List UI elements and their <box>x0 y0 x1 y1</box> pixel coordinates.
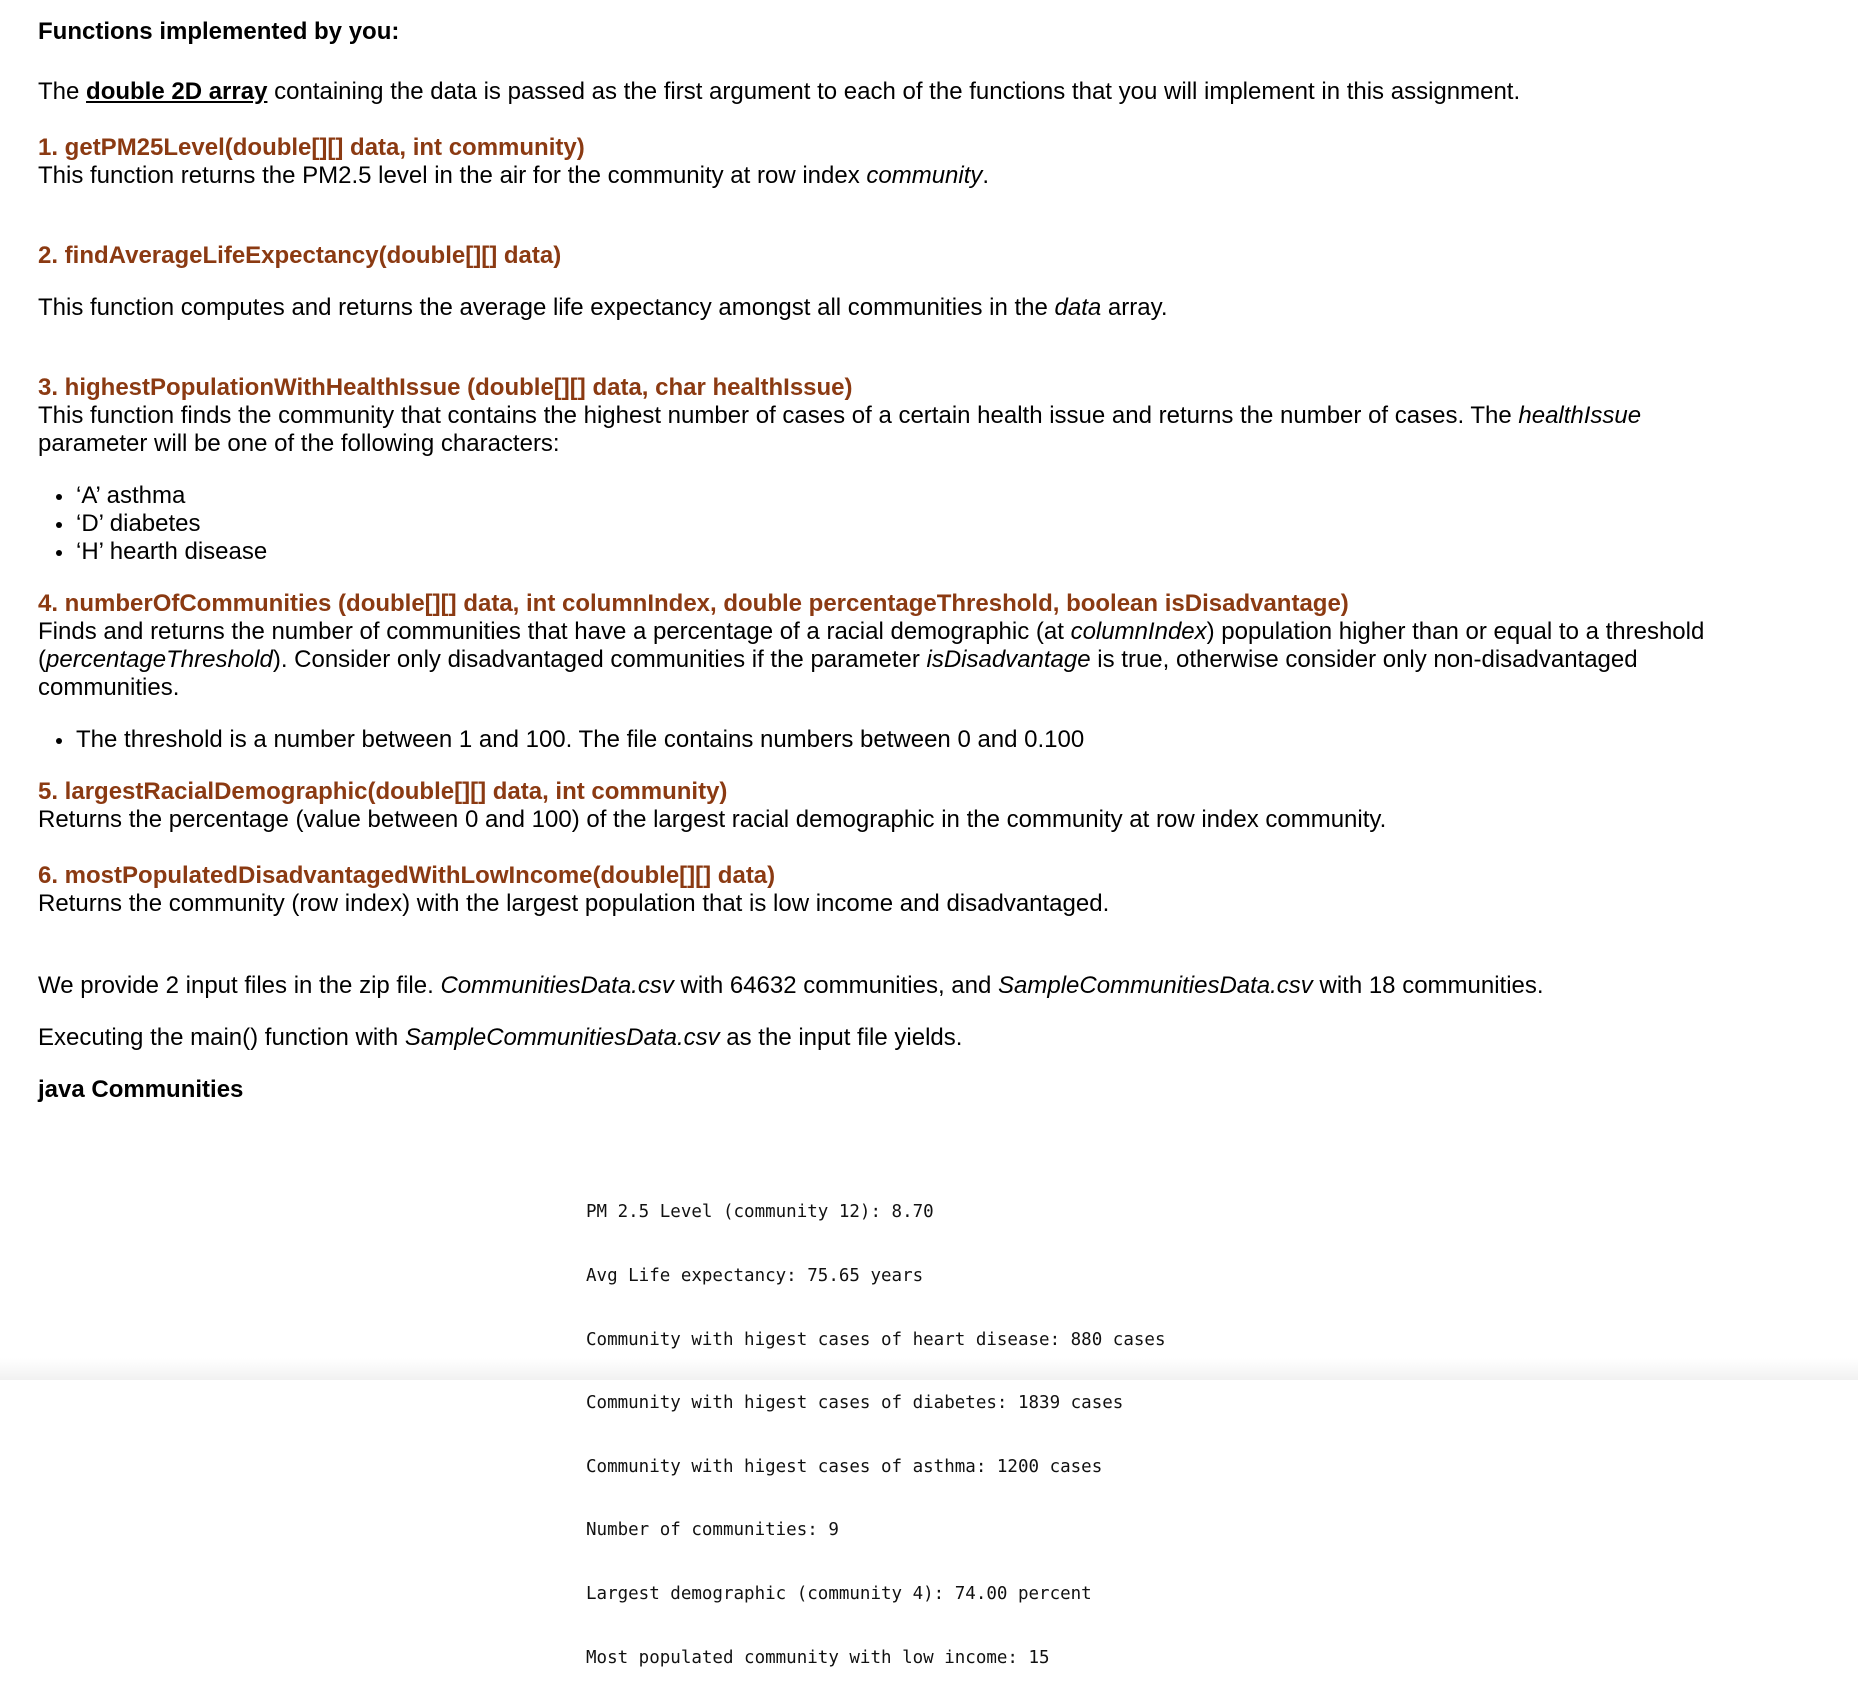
console-line: Community with higest cases of heart disease: 880 cases <box>586 1329 1166 1350</box>
function-4-description-line2 <box>38 646 1638 674</box>
console-line: PM 2.5 Level (community 12): 8.70 <box>586 1202 934 1223</box>
function-4-desc2-em: percentageThreshold <box>46 646 273 673</box>
function-4-desc2-post: is true, otherwise consider only non-disadvantaged <box>1090 646 1638 673</box>
console-line: Community with higest cases of asthma: 1200 cases <box>586 1456 1103 1477</box>
function-4-desc2-pre: ( <box>38 646 46 673</box>
function-3-signature: 3. highestPopulationWithHealthIssue (double[][] data, char healthIssue) <box>38 374 853 401</box>
function-4-desc1-pre: Finds and returns the number of communities that have a percentage of a racial demographic (at <box>38 618 1071 645</box>
executing-paragraph <box>38 1024 962 1052</box>
function-4-description-line1 <box>38 618 1704 646</box>
function-5-signature: 5. largestRacialDemographic(double[][] data, int community) <box>38 778 728 805</box>
function-3-description-line2: parameter will be one of the following characters: <box>38 430 560 457</box>
function-4-desc1-post: ) population higher than or equal to a threshold <box>1206 618 1705 645</box>
function-4-signature: 4. numberOfCommunities (double[][] data, int columnIndex, double percentageThreshold, boolean isDisadvantage) <box>38 590 1349 617</box>
input-files-paragraph <box>38 972 1544 1000</box>
function-4-description-line3: communities. <box>38 674 180 701</box>
function-3-desc-em: healthIssue <box>1518 402 1642 429</box>
function-3-description-line1 <box>38 402 1641 430</box>
intro-pre: The <box>38 78 87 105</box>
function-1-desc-post: . <box>982 162 990 189</box>
page-bottom-edge <box>0 1358 1858 1380</box>
function-4-desc2-mid: ). Consider only disadvantaged communities if the parameter <box>272 646 927 673</box>
executing-post: as the input file yields. <box>719 1024 963 1051</box>
function-2-desc-em: data <box>1054 294 1102 321</box>
executing-file: SampleCommunitiesData.csv <box>404 1024 720 1051</box>
function-2-signature: 2. findAverageLifeExpectancy(double[][] data) <box>38 242 562 269</box>
function-1-description <box>38 162 989 190</box>
intro-paragraph <box>38 78 1520 106</box>
function-4-desc1-em: columnIndex <box>1070 618 1207 645</box>
double-2d-array-link[interactable]: double 2D array <box>86 78 268 105</box>
function-5-description: Returns the percentage (value between 0 and 100) of the largest racial demographic in the community at row index community. <box>38 806 1387 833</box>
console-line: Largest demographic (community 4): 74.00 percent <box>586 1583 1092 1604</box>
health-issue-bullet-heart: ‘H’ hearth disease <box>76 538 268 565</box>
function-6-description: Returns the community (row index) with the largest population that is low income and disadvantaged. <box>38 890 1110 917</box>
console-line: Most populated community with low income: 15 <box>586 1647 1050 1668</box>
function-2-desc-post: array. <box>1101 294 1168 321</box>
file-sample-communities-data: SampleCommunitiesData.csv <box>998 972 1313 999</box>
section-title: Functions implemented by you: <box>38 18 400 45</box>
intro-post: containing the data is passed as the first argument to each of the functions that you will implement in this assignment. <box>267 78 1521 105</box>
files-mid: with 64632 communities, and <box>673 972 999 999</box>
executing-pre: Executing the main() function with <box>38 1024 405 1051</box>
health-issue-bullet-asthma: ‘A’ asthma <box>76 482 186 509</box>
file-communities-data: CommunitiesData.csv <box>440 972 674 999</box>
function-4-desc2-em2: isDisadvantage <box>926 646 1091 673</box>
function-2-desc-pre: This function computes and returns the average life expectancy amongst all communities in the <box>38 294 1055 321</box>
function-6-signature: 6. mostPopulatedDisadvantagedWithLowIncome(double[][] data) <box>38 862 776 889</box>
function-1-desc-em: community <box>866 162 983 189</box>
console-line: Number of communities: 9 <box>586 1520 839 1541</box>
health-issue-bullet-diabetes: ‘D’ diabetes <box>76 510 201 537</box>
function-3-desc-pre: This function finds the community that contains the highest number of cases of a certain health issue and returns the number of cases. The <box>38 402 1519 429</box>
console-output <box>586 1160 1165 1690</box>
console-line: Avg Life expectancy: 75.65 years <box>586 1266 924 1286</box>
java-command: java Communities <box>38 1076 244 1103</box>
files-post: with 18 communities. <box>1312 972 1544 999</box>
threshold-note-bullet: The threshold is a number between 1 and 100. The file contains numbers between 0 and 0.100 <box>76 726 1085 753</box>
function-1-signature: 1. getPM25Level(double[][] data, int community) <box>38 134 585 161</box>
function-2-description <box>38 294 1167 322</box>
files-pre: We provide 2 input files in the zip file. <box>38 972 441 999</box>
console-line: Community with higest cases of diabetes: 1839 cases <box>586 1393 1124 1414</box>
function-1-desc-pre: This function returns the PM2.5 level in the air for the community at row index <box>38 162 867 189</box>
